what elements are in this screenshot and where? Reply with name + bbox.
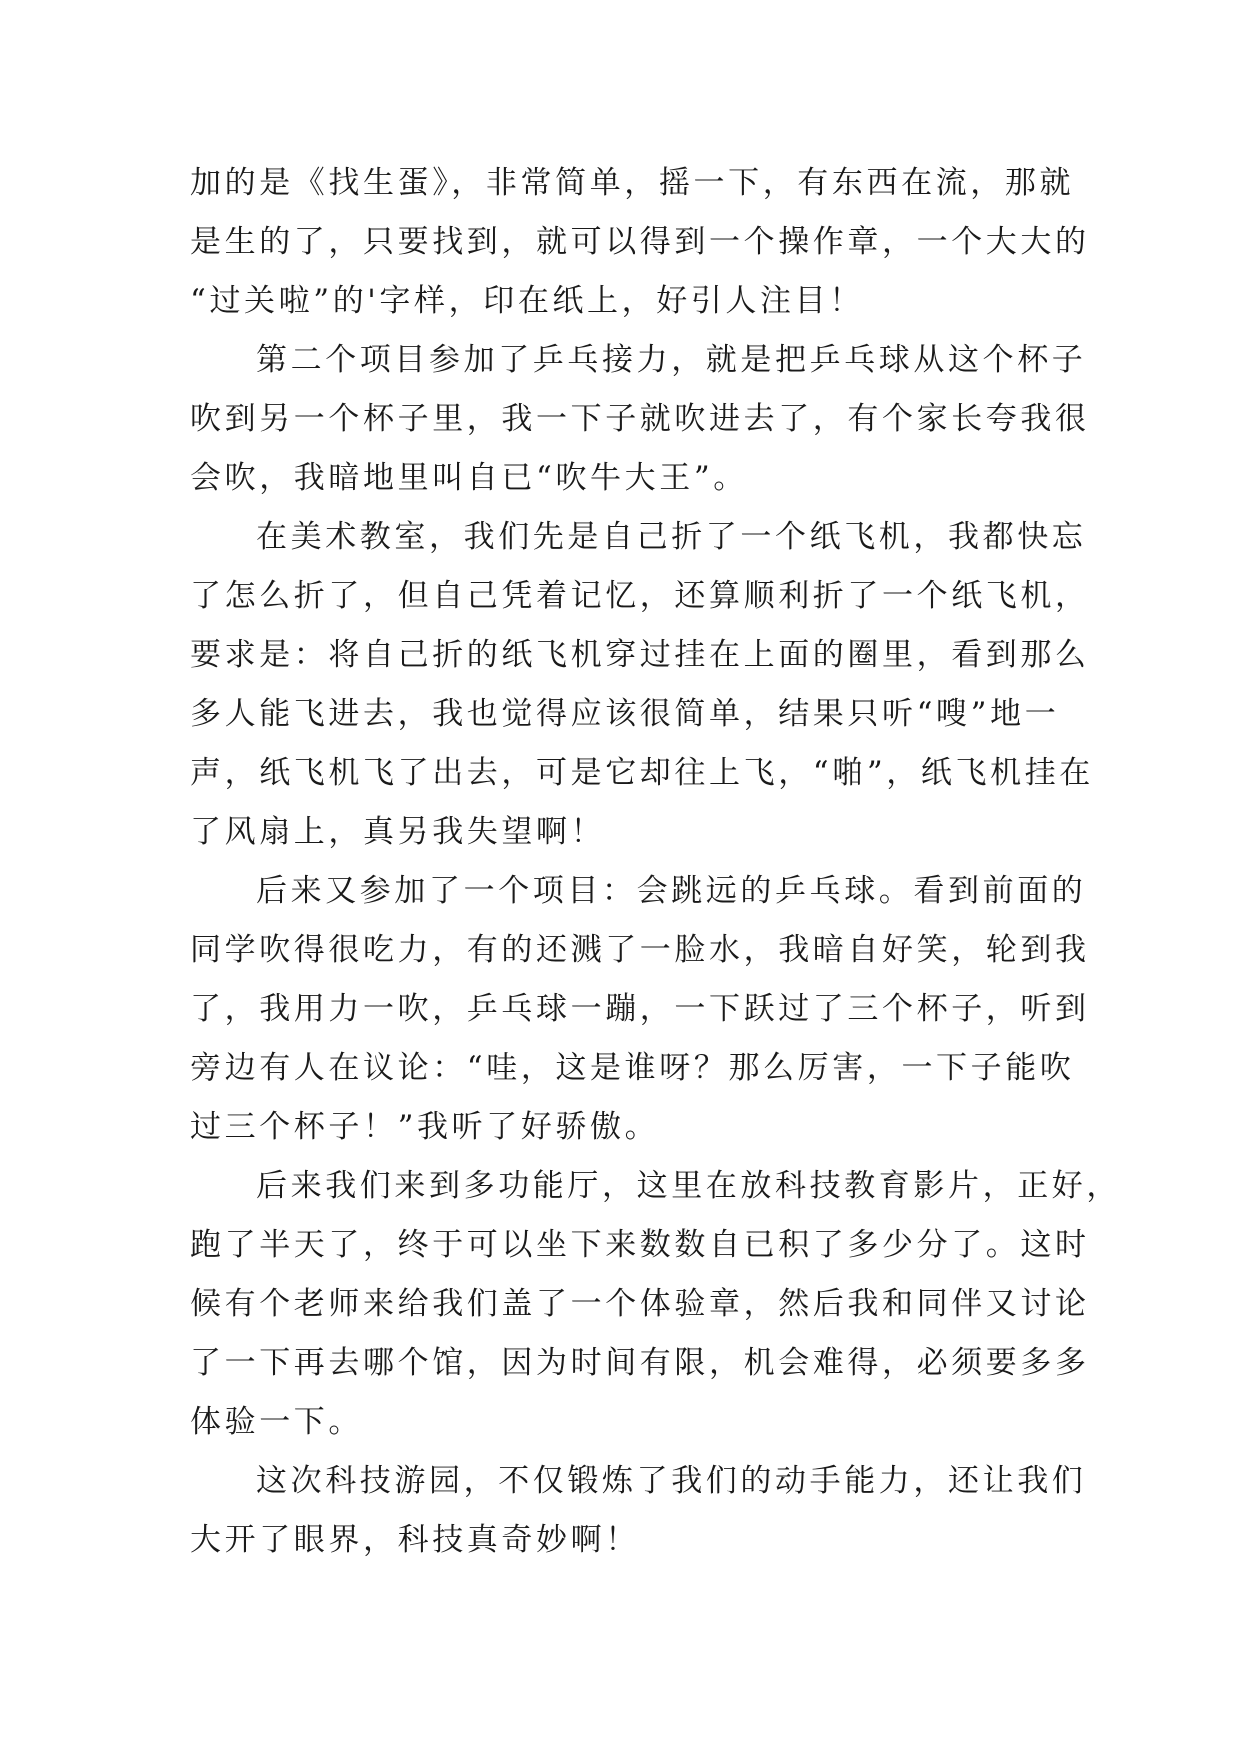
text-line: 吹到另一个杯子里，我一下子就吹进去了，有个家长夸我很: [190, 401, 1090, 437]
text-line: 旁边有人在议论：“哇，这是谁呀？那么厉害，一下子能吹: [190, 1050, 1075, 1086]
text-line: 跑了半天了，终于可以坐下来数数自已积了多少分了。这时: [190, 1227, 1090, 1263]
text-line: 在美术教室，我们先是自己折了一个纸飞机，我都快忘: [256, 519, 1087, 555]
text-line: 这次科技游园，不仅锻炼了我们的动手能力，还让我们: [256, 1463, 1087, 1499]
paragraph-2: [190, 331, 1090, 508]
paragraph-4: [190, 862, 1090, 1157]
document-body: [190, 154, 1121, 1570]
text-line: 声，纸飞机飞了出去，可是它却往上飞，“啪”，纸飞机挂在: [190, 755, 1094, 791]
text-line: 第二个项目参加了乒乓接力，就是把乒乓球从这个杯子: [256, 342, 1087, 378]
text-line: 了一下再去哪个馆，因为时间有限，机会难得，必须要多多: [190, 1345, 1090, 1381]
text-line: 候有个老师来给我们盖了一个体验章，然后我和同伴又讨论: [190, 1286, 1090, 1322]
text-line: 了，我用力一吹，乒乓球一蹦，一下跃过了三个杯子，听到: [190, 991, 1090, 1027]
text-line: 加的是《找生蛋》，非常简单，摇一下，有东西在流，那就: [190, 165, 1075, 201]
text-line: 后来我们来到多功能厅，这里在放科技教育影片，正好，: [256, 1168, 1121, 1204]
paragraph-1: [190, 154, 1090, 331]
text-line: 后来又参加了一个项目：会跳远的乒乓球。看到前面的: [256, 873, 1087, 909]
text-line: 了怎么折了，但自己凭着记忆，还算顺利折了一个纸飞机，: [190, 578, 1090, 614]
text-line: 要求是：将自己折的纸飞机穿过挂在上面的圈里，看到那么: [190, 637, 1090, 673]
text-line: 是生的了，只要找到，就可以得到一个操作章，一个大大的: [190, 224, 1090, 260]
text-line: 体验一下。: [190, 1404, 363, 1440]
text-line: 了风扇上，真另我失望啊！: [190, 814, 606, 850]
text-line: 会吹，我暗地里叫自已“吹牛大王”。: [190, 460, 748, 496]
text-line: 同学吹得很吃力，有的还溅了一脸水，我暗自好笑，轮到我: [190, 932, 1090, 968]
text-line: 过三个杯子！”我听了好骄傲。: [190, 1109, 660, 1145]
paragraph-6: [190, 1452, 1087, 1570]
paragraph-5: [190, 1157, 1121, 1452]
text-line: “过关啦”的'字样，印在纸上，好引人注目！: [190, 283, 864, 319]
text-line: 多人能飞进去，我也觉得应该很简单，结果只听“嗖”地一: [190, 696, 1060, 732]
paragraph-3: [190, 508, 1094, 862]
text-line: 大开了眼界，科技真奇妙啊！: [190, 1522, 640, 1558]
